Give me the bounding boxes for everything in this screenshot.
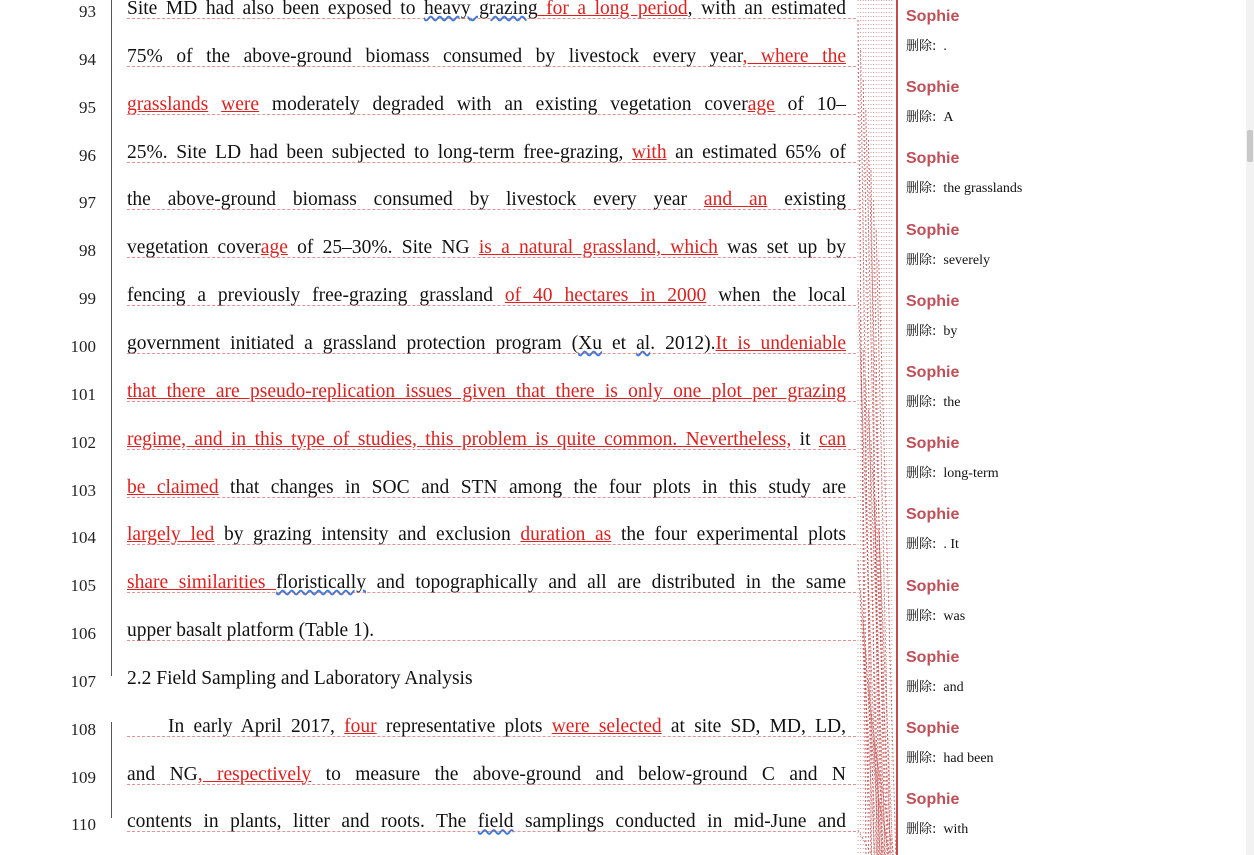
grammar-flag: grazing	[470, 0, 538, 19]
text-run: Site MD had also been exposed to	[127, 0, 425, 19]
tracked-insertion: were	[221, 93, 260, 115]
line-text[interactable]	[127, 94, 846, 116]
comment-author: Sophie	[906, 364, 960, 381]
deletion-label: 删除:	[906, 822, 937, 838]
connector-line	[861, 320, 869, 855]
tracked-insertion: , where the	[742, 45, 846, 67]
text-run: of 10–	[774, 93, 847, 115]
text-run: et	[601, 332, 637, 354]
text-run: by grazing intensity and exclusion	[214, 524, 521, 546]
line-number: 94	[79, 49, 96, 69]
text-run: 75% of the above-ground biomass consumed by livestock every year	[127, 45, 743, 67]
comment-author: Sophie	[906, 506, 960, 524]
line-number: 98	[79, 241, 96, 261]
text-run: In early April 2017,	[168, 715, 345, 737]
text-run: it	[791, 428, 819, 450]
text-run: government initiated a grassland protection program (	[127, 332, 579, 354]
tracked-insertion: for a long period	[537, 0, 688, 19]
line-text[interactable]	[127, 572, 846, 594]
text-run: that changes in SOC and STN among the four plots in this study are	[218, 476, 846, 498]
vertical-scrollbar[interactable]	[1246, 0, 1254, 855]
tracked-insertion: , respectively	[197, 763, 312, 785]
revision-leader-line	[127, 114, 856, 115]
comment-author: Sophie	[906, 791, 960, 809]
text-run: 25%. Site LD had been subjected to long-term free-grazing,	[127, 141, 632, 163]
tracked-insertion: It is undeniable	[715, 332, 847, 354]
document-line	[0, 616, 856, 664]
tracked-insertion: regime, and in this type of studies, this problem is quite common. Nevertheless,	[127, 428, 792, 450]
connector-line	[879, 260, 896, 855]
line-number: 109	[70, 767, 96, 787]
document-line	[0, 807, 856, 855]
text-run: . 2012).	[650, 332, 716, 354]
deletion-value: long-term	[943, 466, 999, 482]
text-run: representative plots	[376, 715, 552, 737]
comment-author: Sophie	[906, 8, 960, 25]
line-number: 104	[70, 528, 96, 548]
comment-author: Sophie	[906, 648, 960, 666]
tracked-insertion: be claimed	[127, 476, 219, 498]
deletion-value: A	[943, 110, 954, 126]
text-run: contents in plants, litter and roots. The	[127, 811, 478, 833]
revision-leader-line	[127, 497, 856, 498]
deleted-text	[906, 177, 1022, 197]
deleted-text	[906, 605, 965, 625]
line-text[interactable]	[127, 142, 846, 164]
deleted-text	[906, 35, 947, 55]
revision-leader-line	[127, 257, 856, 258]
deletion-label: 删除:	[906, 181, 937, 197]
tracked-insertion: share similarities	[127, 572, 277, 594]
line-number: 93	[79, 2, 96, 21]
text-run: upper basalt platform (Table 1).	[127, 620, 375, 642]
revision-leader-line	[127, 831, 856, 832]
line-number: 107	[70, 671, 96, 691]
comment-author: Sophie	[906, 720, 960, 737]
deletion-balloon[interactable]	[898, 783, 1238, 838]
line-text[interactable]	[127, 524, 846, 546]
tracked-insertion: of 40 hectares in 2000	[504, 285, 707, 307]
text-run: and NG	[127, 763, 198, 785]
deletion-label: 删除:	[906, 110, 937, 126]
deleted-text	[906, 747, 994, 767]
document-line	[0, 664, 856, 712]
grammar-flag: Xu	[578, 332, 602, 354]
comment-author: Sophie	[906, 79, 960, 97]
line-number: 100	[70, 336, 96, 356]
deletion-balloon[interactable]	[898, 570, 1238, 624]
text-run: existing	[767, 189, 847, 211]
tracked-insertion: age	[747, 93, 775, 115]
text-run: the above-ground biomass consumed by livestock every year	[127, 189, 704, 211]
line-number: 99	[79, 289, 96, 309]
text-run: was set up by	[717, 237, 846, 259]
line-text[interactable]	[127, 477, 846, 499]
line-number: 103	[70, 480, 96, 500]
tracked-insertion: largely led	[127, 524, 215, 546]
deletion-value: . It	[943, 537, 959, 553]
text-run: vegetation cover	[127, 237, 261, 259]
text-run: samplings conducted in mid-June and	[513, 811, 846, 833]
deletion-balloon[interactable]	[898, 71, 1238, 126]
deleted-text	[906, 391, 961, 411]
grammar-flag: field	[477, 811, 514, 833]
text-run: , with an estimated	[687, 0, 846, 19]
revision-leader-line	[127, 544, 856, 545]
comment-author: Sophie	[906, 221, 960, 239]
deletion-label: 删除:	[906, 466, 937, 482]
line-text[interactable]	[127, 620, 846, 642]
deletion-balloon[interactable]	[898, 142, 1238, 197]
document-line	[0, 138, 856, 186]
document-line	[0, 712, 856, 760]
revision-leader-line	[127, 162, 856, 163]
connector-lines	[856, 0, 896, 855]
deletion-value: with	[943, 822, 969, 838]
revision-leader-line	[127, 66, 856, 67]
revision-leader-line	[127, 736, 856, 737]
tracked-insertion: is a natural grassland, which	[478, 237, 718, 259]
document-line	[0, 281, 856, 329]
deletion-label: 删除:	[906, 751, 937, 766]
document-line	[0, 42, 856, 90]
document-line	[0, 377, 856, 425]
deletion-value: was	[943, 608, 966, 624]
text-run	[208, 94, 221, 115]
deletion-value: severely	[943, 252, 991, 268]
deleted-text	[906, 818, 968, 838]
revision-leader-line	[127, 353, 856, 354]
deleted-text	[906, 462, 999, 482]
deletion-label: 删除:	[906, 679, 937, 695]
deleted-text	[906, 249, 990, 269]
line-text[interactable]	[127, 0, 846, 20]
deletion-value: the	[943, 395, 961, 410]
document-line	[0, 473, 856, 521]
revision-leader-line	[127, 449, 856, 450]
tracked-insertion: four	[344, 715, 377, 737]
document-line	[0, 233, 856, 281]
deletion-balloon[interactable]	[898, 427, 1238, 482]
deletion-value: the grasslands	[943, 181, 1023, 197]
document-line	[0, 568, 856, 616]
grammar-flag: al	[636, 332, 651, 354]
line-text[interactable]	[127, 333, 846, 355]
revision-leader-line	[127, 784, 856, 785]
line-number: 96	[79, 145, 96, 165]
deletion-balloon[interactable]	[898, 285, 1238, 339]
tracked-insertion: that there are pseudo-replication issues given that there is only one plot per grazing	[127, 380, 846, 402]
deletion-label: 删除:	[906, 395, 937, 410]
line-text[interactable]	[127, 811, 846, 833]
deletion-balloon[interactable]	[898, 0, 1238, 54]
line-number: 97	[79, 193, 96, 213]
text-run: of 25–30%. Site NG	[287, 237, 479, 259]
deletion-balloon[interactable]	[898, 712, 1238, 766]
comment-pane[interactable]	[898, 0, 1246, 855]
line-number: 105	[70, 576, 96, 596]
tracked-insertion: age	[260, 237, 288, 259]
line-number: 108	[70, 719, 96, 739]
deletion-value: .	[943, 39, 947, 54]
deleted-text	[906, 533, 959, 553]
text-run: to measure the above-ground and below-ground C and N	[311, 763, 846, 785]
deletion-balloon[interactable]	[898, 214, 1238, 268]
document-line	[0, 0, 856, 42]
grammar-flag: floristically	[276, 572, 366, 594]
revision-leader-line	[127, 209, 856, 210]
deletion-label: 删除:	[906, 252, 937, 268]
line-number: 110	[71, 815, 96, 835]
line-text[interactable]	[127, 237, 846, 259]
document-line	[0, 425, 856, 473]
deleted-text	[906, 320, 957, 340]
document-line	[0, 185, 856, 233]
line-number: 95	[79, 97, 96, 117]
text-run: an estimated 65% of	[666, 141, 846, 163]
line-text[interactable]	[127, 285, 846, 307]
line-number: 101	[70, 384, 96, 404]
deleted-text	[906, 106, 954, 126]
revision-leader-line	[127, 401, 856, 402]
text-run: at site SD, MD, LD,	[661, 715, 846, 737]
revision-leader-line	[127, 18, 856, 19]
deletion-label: 删除:	[906, 608, 937, 624]
revision-connectors	[856, 0, 896, 855]
text-run: fencing a previously free-grazing grassland	[127, 285, 505, 307]
line-text[interactable]	[127, 46, 846, 68]
line-text[interactable]	[127, 716, 846, 738]
text-run: the four experimental plots	[611, 524, 846, 546]
tracked-insertion: grasslands	[127, 93, 209, 115]
document-line	[0, 90, 856, 138]
deletion-balloon[interactable]	[898, 498, 1238, 553]
text-run: moderately degraded with an existing vegetation cover	[259, 93, 748, 115]
grammar-flag: heavy	[424, 0, 471, 19]
text-run: and topographically and all are distributed in the same	[365, 572, 846, 594]
line-text[interactable]	[127, 668, 846, 690]
line-number: 102	[70, 432, 96, 452]
line-text[interactable]	[127, 429, 846, 451]
comment-author: Sophie	[906, 435, 960, 453]
line-text[interactable]	[127, 381, 846, 403]
deletion-value: and	[943, 679, 964, 695]
deleted-text	[906, 676, 964, 696]
deletion-value: had been	[943, 751, 994, 766]
tracked-insertion: with	[631, 141, 667, 163]
document-line	[0, 520, 856, 568]
deletion-label: 删除:	[906, 39, 937, 54]
text-run: when the local	[706, 285, 846, 307]
scrollbar-thumb[interactable]	[1247, 130, 1253, 162]
comment-author: Sophie	[906, 577, 960, 595]
deletion-value: by	[943, 323, 958, 339]
tracked-insertion: and an	[703, 189, 768, 211]
document-line	[0, 329, 856, 377]
deletion-label: 删除:	[906, 537, 937, 553]
text-run: 2.2 Field Sampling and Laboratory Analysis	[127, 667, 473, 689]
comment-author: Sophie	[906, 292, 960, 310]
revision-leader-line	[127, 305, 856, 306]
tracked-insertion: can	[818, 428, 846, 450]
comment-author: Sophie	[906, 150, 960, 168]
tracked-insertion: duration as	[520, 524, 612, 546]
deletion-balloon[interactable]	[898, 641, 1238, 695]
line-text[interactable]	[127, 764, 846, 786]
connector-line	[858, 830, 872, 855]
tracked-insertion: were selected	[551, 715, 662, 737]
line-text[interactable]	[127, 189, 846, 211]
line-number: 106	[70, 624, 96, 644]
deletion-balloon[interactable]	[898, 356, 1238, 410]
document-line	[0, 760, 856, 808]
revision-leader-line	[127, 592, 856, 593]
deletion-label: 删除:	[906, 323, 937, 339]
revision-leader-line	[127, 640, 856, 641]
